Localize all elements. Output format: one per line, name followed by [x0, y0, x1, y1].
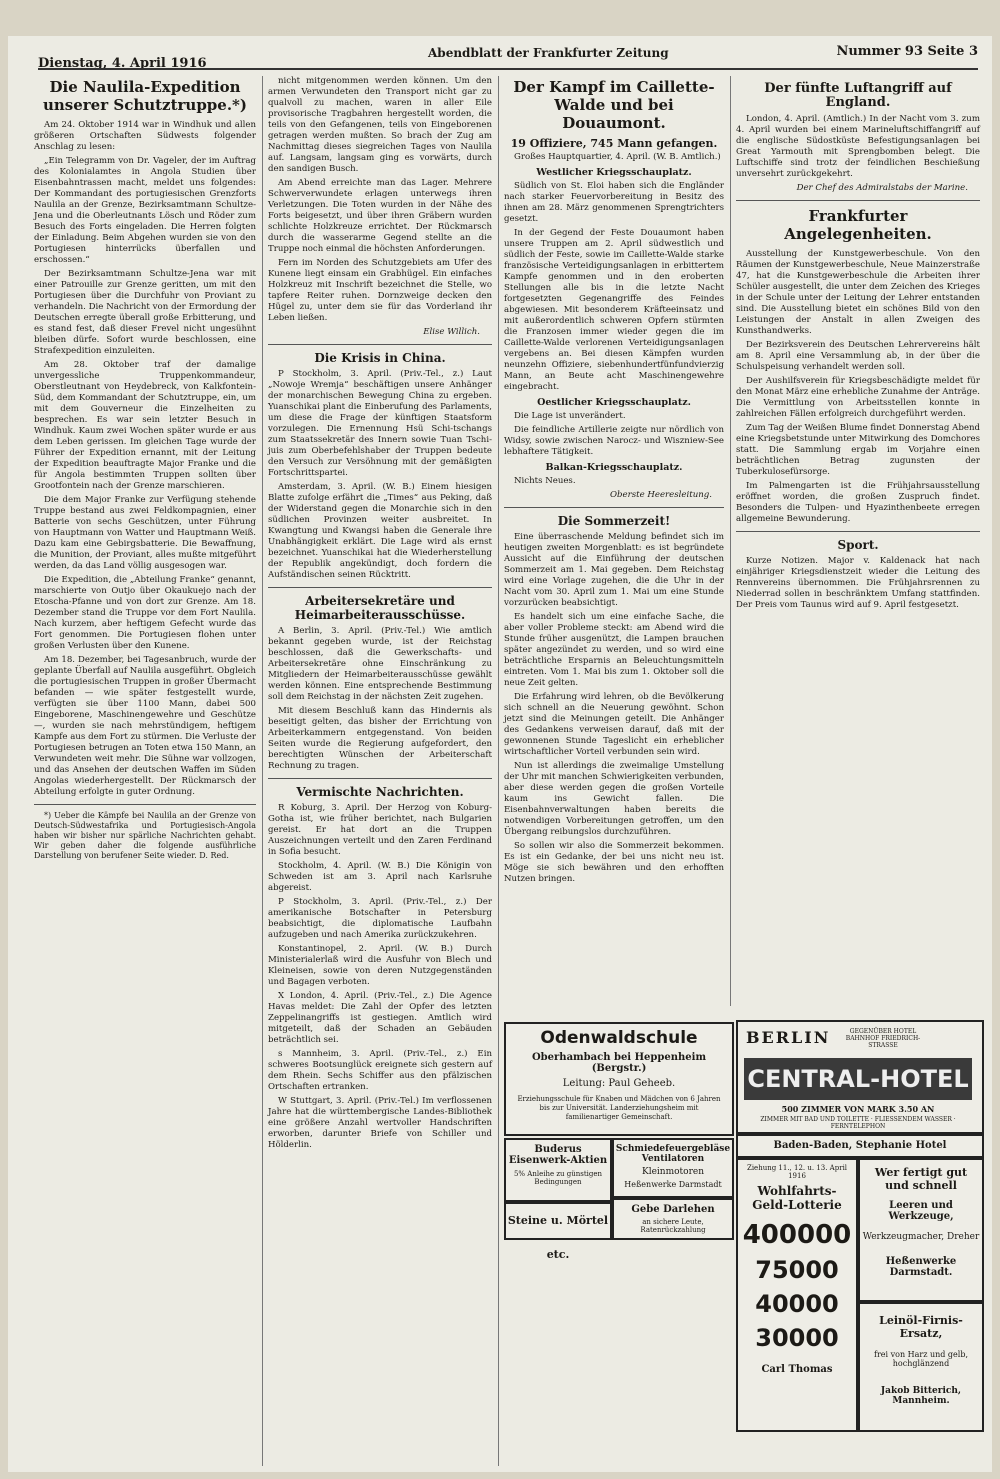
paragraph: R Koburg, 3. April. Der Herzog von Koburg-Gotha ist, wie früher berichtet, nach Bulgarien gereist. Er hat dort an die Truppen Auszeichnungen verteilt und den Zaren Ferdinand in Sofia besucht.	[268, 803, 492, 857]
header-paper-name: Abendblatt der Frankfurter Zeitung	[428, 46, 669, 60]
hotel-city: BERLIN	[746, 1028, 831, 1047]
tools-line-4: Heßenwerke Darmstadt.	[885, 1256, 957, 1278]
paragraph: Kurze Notizen. Major v. Kaldenack hat nach einjähriger Kriegsdienstzeit wieder die Leitung des Rennvereins übernommen. Die Frühjahrsrennen zu Niederrad sollen in beschränktem Umfang stattfinden. Der Preis vom Taunus wird auf 9. April festgesetzt.	[736, 556, 980, 610]
heading-west: Westlicher Kriegsschauplatz.	[536, 167, 692, 178]
heading-balkan: Balkan-Kriegsschauplatz.	[545, 462, 683, 473]
ad-central-hotel	[736, 1020, 984, 1134]
paragraph: London, 4. April. (Amtlich.) In der Nacht vom 3. zum 4. April wurden bei einem Marineluftschiffangriff auf die englische Südostküste Befestigungsanlagen bei Great Yarmouth mit Sprengbomben belegt. Die Luftschiffe sind trotz der feindlichen Beschießung unversehrt zurückgekehrt.	[736, 114, 980, 179]
paragraph: P Stockholm, 3. April. (Priv.-Tel., z.) Der amerikanische Botschafter in Petersburg beabsichtigt, die diplomatische Laufbahn aufzugeben und nach Amerika zurückzukehren.	[268, 897, 492, 940]
schmiede-firm: Heßenwerke Darmstadt	[624, 1180, 722, 1189]
section-rule	[736, 200, 980, 201]
paragraph: Die Expedition, die „Abteilung Franke“ genannt, marschierte von Outjo über Okaukuejo nach der Etoscha-Pfanne und von dort zur Grenze. Am 18. Dezember stand die Truppe vor dem Fort Naulila. Nach kurzem, aber heftigem Gefecht wurde das Fort genommen. Die Portugiesen flohen unter großen Verlusten über den Kunene.	[34, 575, 256, 651]
lottery-title: Wohlfahrts-Geld-Lotterie	[752, 1184, 842, 1212]
header-page-number: Nummer 93 Seite 3	[836, 44, 978, 59]
running-header	[8, 36, 992, 70]
footnote-rule	[34, 804, 256, 805]
report-signature: Der Chef des Admiralstabs der Marine.	[796, 183, 968, 193]
column-rule	[730, 76, 731, 1006]
paragraph: X London, 4. April. (Priv.-Tel., z.) Die Agence Havas meldet: Die Zahl der Opfer des letzten Zeppelinangriffs ist gestiegen. Amtlich wird mitgeteilt, daß der Schaden an Gebäuden beträchtlich sei.	[268, 991, 492, 1045]
paragraph: s Mannheim, 3. April. (Priv.-Tel., z.) Ein schweres Bootsunglück ereignete sich gestern auf dem Rhein. Sechs Schiffer aus den pfälzischen Ortschaften ertranken.	[268, 1049, 492, 1092]
lottery-prize-2: 75000	[755, 1256, 839, 1284]
paragraph: W Stuttgart, 3. April. (Priv.-Tel.) Im verflossenen Jahre hat die württembergische Landes-Bibliothek eine größere Anzahl wertvoller Handschriften erworben, darunter Briefe von Schiller und Hölderlin.	[268, 1096, 492, 1150]
paragraph: P Stockholm, 3. April. (Priv.-Tel., z.) Laut „Nowoje Wremja“ beschäftigen unsere Anhänger der monarchischen Bewegung China zu ergeben. Yuanschikai plant die Einberufung des Parlaments, um diese die Frage der künftigen Staatsform vorzulegen. Die Ernennung Hsü Schi-tschangs zum Staatssekretär des Innern sowie Tuan Tschi-juis zum Oberbefehlshaber der Truppen bedeute den Versuch zur Versöhnung mit der gemäßigten Fortschrittspartei.	[268, 369, 492, 478]
paragraph: Die dem Major Franke zur Verfügung stehende Truppe bestand aus zwei Feldkompagnien, einer Batterie von sechs Geschützen, unter Führung von Hauptmann von Watter und Hauptmann Weiß. Dazu kam eine Gebirgsbatterie. Die Bewaffnung, die Munition, der Proviant, alles mußte mitgeführt werden, da das Land völlig ausgesogen war.	[34, 495, 256, 571]
column-naulila	[34, 76, 256, 1466]
section-rule	[736, 531, 980, 532]
leinoel-title: Leinöl-Firnis-Ersatz,	[879, 1314, 963, 1340]
footnote: *) Ueber die Kämpfe bei Naulila an der Grenze von Deutsch-Südwestafrika und Portugiesisch-Angola haben wir bisher nur spärliche Nachrichten gehabt. Wir geben daher die folgende ausführliche Darstellung von berufener Seite wieder. D. Red.	[34, 811, 256, 860]
paragraph: A Berlin, 3. April. (Priv.-Tel.) Wie amtlich bekannt gegeben wurde, ist der Reichstag beschlossen, daß die Gewerkschafts- und Arbeitersekretäre ohne Einschränkung zu Mitgliedern der Heimarbeiterausschüsse gewählt werden können. Eine entsprechende Bestimmung soll dem Reichstag in der nächsten Zeit zugehen.	[268, 626, 492, 702]
school-text: Erziehungsschule für Knaben und Mädchen von 6 Jahren bis zur Universität. Landerziehungsheim mit familienartiger Gemeinschaft.	[517, 1095, 721, 1121]
paragraph: Südlich von St. Eloi haben sich die Engländer nach starker Feuervorbereitung in Besitz des ihnen am 28. März genommenen Sprengtrichters gesetzt.	[504, 181, 724, 224]
darlehen-title: Gebe Darlehen	[631, 1204, 715, 1215]
ad-werkzeuge	[858, 1158, 984, 1302]
section-title-vermischtes: Vermischte Nachrichten.	[296, 785, 464, 799]
article-title: Der fünfte Luftangriff auf England.	[764, 81, 952, 110]
paragraph: Der Bezirksamtmann Schultze-Jena war mit einer Patrouille zur Grenze geritten, um mit den Portugiesen über die Durchfuhr von Proviant zu verhandeln. Die Nachricht von der Ermordung der Deutschen erregte überall große Erbitterung, und es stand fest, daß dieser Frevel nicht ungesühnt bleiben dürfe. Sofort wurde beschlossen, eine Strafexpedition einzuleiten.	[34, 269, 256, 356]
leinoel-firm: Jakob Bitterich, Mannheim.	[880, 1386, 962, 1406]
section-title-arbeitersekretaere: Arbeitersekretäre und Heimarbeiterausschüsse.	[294, 594, 466, 622]
section-title-sport: Sport.	[837, 538, 879, 552]
paragraph: Zum Tag der Weißen Blume findet Donnerstag Abend eine Kriegsbetstunde unter Mitwirkung des Domchores statt. Die Sammlung ergab im Vorjahre einen beträchtlichen Betrag zugunsten der Tuberkulosefürsorge.	[736, 423, 980, 477]
paragraph: Der Bezirksverein des Deutschen Lehrervereins hält am 8. April eine Versammlung ab, in der über die Schulspeisung verhandelt werden soll.	[736, 340, 980, 372]
section-title-sommerzeit: Die Sommerzeit!	[557, 514, 671, 528]
column-news	[268, 76, 492, 1466]
paragraph: Ausstellung der Kunstgewerbeschule. Von den Räumen der Kunstgewerbeschule, Neue Mainzerstraße 47, hat die Kunstgewerbeschule die Arbeiten ihrer Schüler ausgestellt, die unter dem Zeichen des Krieges in der Schule unter der Leitung der Lehrer entstanden sind. Die Ausstellung bietet ein schönes Bild von den Leistungen der Anstalt in allen Zweigen des Kunsthandwerks.	[736, 249, 980, 336]
ad-steine-moertel: Steine u. Mörtel etc.	[504, 1202, 612, 1240]
tools-line-2: Leeren und Werkzeuge,	[888, 1200, 954, 1222]
ad-leinoel	[858, 1302, 984, 1432]
column-war-report	[504, 76, 724, 1021]
lottery-seller: Carl Thomas	[761, 1364, 833, 1375]
paragraph: Fern im Norden des Schutzgebiets am Ufer des Kunene liegt einsam ein Grabhügel. Ein einfaches Holzkreuz mit Inschrift bezeichnet die Stelle, wo tapfere Reiter ruhen. Dornzweige decken den Hügel zu, unter dem sie für das Vorderland ihr Leben ließen.	[268, 258, 492, 323]
buderus-title: Buderus Eisenwerk-Aktien	[508, 1144, 608, 1166]
paragraph: Am 18. Dezember, bei Tagesanbruch, wurde der geplante Überfall auf Naulila ausgeführt. Obgleich die portugiesischen Truppen in großer Übermacht befanden — wie später festgestellt wurde, verfügten sie über 1100 Mann, dabei 500 Eingeborene, Maschinengewehre und Geschütze —, wurden sie nach mehrstündigem, heftigem Kampfe aus dem Fort zu stürmen. Die Verluste der Portugiesen betrugen an Toten etwa 150 Mann, an Verwundeten weit mehr. Die Sühne war vollzogen, und das Ansehen der deutschen Waffen im Süden Angolas wiederhergestellt. Der Rückmarsch der Abteilung erfolgte in guter Ordnung.	[34, 655, 256, 797]
paragraph: Am 24. Oktober 1914 war in Windhuk und allen größeren Ortschaften Südwests folgender Anschlag zu lesen:	[34, 120, 256, 152]
column-rule	[498, 76, 499, 1466]
dateline: Großes Hauptquartier, 4. April. (W. B. Amtlich.)	[514, 152, 721, 162]
hotel-amenities: ZIMMER MIT BAD UND TOILETTE · FLIESSENDEM WASSER · FERNTELEPHON	[760, 1116, 956, 1130]
school-name: Odenwaldschule	[540, 1028, 698, 1048]
article-title: Der Kampf im Caillette-Walde und bei Douaumont.	[513, 78, 715, 132]
section-rule	[268, 587, 492, 588]
paragraph: Am Abend erreichte man das Lager. Mehrere Schwerverwundete erlagen unterwegs ihren Verletzungen. Die Toten wurden in der Nähe des Forts beigesetzt, und über ihren Gräbern wurden schlichte Holzkreuze errichtet. Der Rückmarsch durch die wasserarme Gegend stellte an die Truppe noch einmal die höchsten Anforderungen.	[268, 178, 492, 254]
column-local	[736, 76, 980, 786]
paragraph: Konstantinopel, 2. April. (W. B.) Durch Ministerialerlaß wird die Ausfuhr von Blech und Kleineisen, sowie von deren Nutzgegenständen und Bagagen verboten.	[268, 944, 492, 987]
section-rule	[268, 344, 492, 345]
paragraph: Nun ist allerdings die zweimalige Umstellung der Uhr mit manchen Schwierigkeiten verbunden, aber diese werden gegen die großen Vorteile kaum ins Gewicht fallen. Die Eisenbahnverwaltungen haben bereits die notwendigen Vorbereitungen getroffen, um den Übergang reibungslos durchzuführen.	[504, 761, 724, 837]
paragraph: Im Palmengarten ist die Frühjahrsausstellung eröffnet worden, die großen Zuspruch findet. Besonders die Tulpen- und Hyazinthenbeete erregen allgemeine Bewunderung.	[736, 481, 980, 524]
paragraph: Mit diesem Beschluß kann das Hindernis als beseitigt gelten, das bisher der Errichtung von Arbeiterkammern entgegenstand. Von beiden Seiten wurde die Regierung aufgefordert, den berechtigten Wünschen der Arbeiterschaft Rechnung zu tragen.	[268, 706, 492, 771]
school-lead: Leitung: Paul Geheeb.	[562, 1078, 676, 1089]
leinoel-text: frei von Harz und gelb, hochglänzend	[873, 1350, 969, 1368]
column-rule	[262, 76, 263, 1466]
ad-schmiedefeuer	[612, 1138, 734, 1198]
ad-geld-lotterie	[736, 1158, 858, 1432]
paragraph: Eine überraschende Meldung befindet sich im heutigen zweiten Morgenblatt: es ist begründete Aussicht auf die Einführung der deutschen Sommerzeit am 1. Mai gegeben. Dem Reichstag wird eine Vorlage zugehen, die die Uhr in der Nacht vom 30. April zum 1. Mai um eine Stunde vorzurücken beabsichtigt.	[504, 532, 724, 608]
buderus-text: 5% Anleihe zu günstigen Bedingungen	[513, 1170, 603, 1186]
schmiede-title: Schmiedefeuergebläse Ventilatoren	[615, 1144, 731, 1164]
section-rule	[268, 778, 492, 779]
paragraph: „Ein Telegramm von Dr. Vageler, der im Auftrag des Kolonialamtes in Angola Studien über Eisenbahntrassen macht, meldet uns folgendes: Der Kommandant des portugiesischen Grenzforts Naulila an der Grenze, Bezirksamtmann Schultze-Jena und die Oberleutnants Lösch und Röder zum Besuch des Forts eingeladen. Die Herren folgten der Einladung. Beim Abgehen wurden sie von den Portugiesen hinterrücks überfallen und erschossen.“	[34, 156, 256, 265]
lottery-prize-1: 400000	[742, 1220, 852, 1250]
lottery-prize-4: 30000	[755, 1324, 839, 1352]
paragraph: Die feindliche Artillerie zeigte nur nördlich von Widsy, sowie zwischen Narocz- und Wiszniew-See lebhaftere Tätigkeit.	[504, 425, 724, 457]
tools-line-1: Wer fertigt gut und schnell	[874, 1166, 968, 1192]
author-signature: Elise Willich.	[423, 327, 480, 337]
paragraph: Amsterdam, 3. April. (W. B.) Einem hiesigen Blatte zufolge erfährt die „Times“ aus Peking, daß der Widerstand gegen die Monarchie sich in den südlichen Provinzen weiter ausbreitet. In Kwangtung und Kwangsi haben die Generale ihre Unabhängigkeit erklärt. Die Lage wird als ernst bezeichnet. Yuanschikai hat die Wiederherstellung der Republik angekündigt, doch fordern die Aufständischen seinen Rücktritt.	[268, 482, 492, 580]
paragraph: So sollen wir also die Sommerzeit bekommen. Es ist ein Gedanke, der bei uns nicht neu ist. Möge sie sich bewähren und den erhofften Nutzen bringen.	[504, 841, 724, 884]
section-title-china: Die Krisis in China.	[314, 351, 446, 365]
ad-darlehen	[612, 1198, 734, 1240]
lottery-date: Ziehung 11., 12. u. 13. April 1916	[746, 1164, 848, 1180]
paragraph: nicht mitgenommen werden können. Um den armen Verwundeten den Transport nicht gar zu qualvoll zu machen, waren in aller Eile provisorische Tragbahren hergestellt worden, die teils von den Gefangenen, teils von Eingeborenen getragen werden mußten. So brach der Zug am Nachmittag dieses siegreichen Tages von Naulila auf. Langsam, langsam ging es vorwärts, durch den sandigen Busch.	[268, 76, 492, 174]
paragraph: Der Aushilfsverein für Kriegsbeschädigte meldet für den Monat März eine erhebliche Zunahme der Anträge. Die Vermittlung von Arbeitsstellen konnte in zahlreichen Fällen erfolgreich durchgeführt werden.	[736, 376, 980, 419]
heading-east: Oestlicher Kriegsschauplatz.	[537, 397, 691, 408]
section-title-frankfurt: Frankfurter Angelegenheiten.	[784, 207, 932, 243]
darlehen-text: an sichere Leute, Ratenrückzahlung	[640, 1218, 706, 1234]
hotel-location: GEGENÜBER HOTEL BAHNHOF FRIEDRICH-STRASSE	[845, 1028, 921, 1049]
paragraph: In der Gegend der Feste Douaumont haben unsere Truppen am 2. April südwestlich und südlich der Feste, sowie im Caillette-Walde starke französische Verteidigungsanlagen in erbittertem Kampfe genommen und in den eroberten Stellungen alle bis in die letzte Nacht fortgesetzten Gegenangriffe des Feindes abgewiesen. Mit besonderem Kräfteeinsatz und mit außerordentlich schweren Opfern stürmten die Franzosen immer wieder gegen die im Caillette-Walde verlorenen Verteidigungsanlagen vergebens an. Bei diesen Kämpfen wurden neunzehn Offiziere, siebenhundertfünfundvierzig Mann, an Beute acht Maschinengewehre eingebracht.	[504, 228, 724, 392]
article-subtitle: 19 Offiziere, 745 Mann gefangen.	[510, 137, 718, 150]
ad-odenwaldschule	[504, 1022, 734, 1136]
hotel-name: CENTRAL-HOTEL	[744, 1058, 972, 1100]
lottery-prize-3: 40000	[755, 1290, 839, 1318]
hotel-rooms: 500 ZIMMER VON MARK 3.50 AN	[781, 1104, 935, 1114]
paragraph: Es handelt sich um eine einfache Sache, die aber voller Probleme steckt: am Abend wird die Stunde früher ausgenützt, die Lampen brauchen später angezündet zu werden, und so wird eine beträchtliche Ersparnis an Beleuchtungsmitteln eintreten. Vom 1. Mai bis zum 1. Oktober soll die neue Zeit gelten.	[504, 612, 724, 688]
article-title: Die Naulila-Expedition unserer Schutztruppe.*)	[42, 78, 248, 114]
paragraph: Am 28. Oktober traf der damalige unvergessliche Truppenkommandeur, Oberstleutnant von Heydebreck, von Kalkfontein-Süd, dem Kommandant der Schutztruppe, ein, um mit dem Gouverneur die Einzelheiten zu besprechen. Es war sein letzter Besuch in Windhuk. Kaum zwei Wochen später wurde er aus dem Leben gerissen. Im gleichen Tage wurde der Führer der Expedition ernannt, mit der Leitung der Expedition beauftragte Major Franke und die für Angola bestimmten Truppen sollten über Grootfontein nach der Grenze marschieren.	[34, 360, 256, 491]
school-place: Oberhambach bei Heppenheim (Bergstr.)	[531, 1052, 707, 1074]
header-date: Dienstag, 4. April 1916	[38, 56, 207, 71]
header-rule	[38, 68, 978, 70]
tools-line-3: Werkzeugmacher, Dreher	[862, 1232, 980, 1242]
schmiede-sub: Kleinmotoren	[641, 1167, 704, 1177]
paragraph: Stockholm, 4. April. (W. B.) Die Königin von Schweden ist am 3. April nach Karlsruhe abgereist.	[268, 861, 492, 893]
ad-buderus	[504, 1138, 612, 1202]
paragraph: Nichts Neues.	[514, 476, 576, 486]
ad-stephanie-hotel: Baden-Baden, Stephanie Hotel	[736, 1134, 984, 1158]
report-signature: Oberste Heeresleitung.	[609, 490, 712, 500]
paragraph: Die Erfahrung wird lehren, ob die Bevölkerung sich schnell an die Neuerung gewöhnt. Schon jetzt sind die Meinungen geteilt. Die Anhänger des Gedankens verweisen darauf, daß mit der gewonnenen Stunde Tageslicht ein erheblicher wirtschaftlicher Vorteil verbunden sein wird.	[504, 692, 724, 757]
paragraph: Die Lage ist unverändert.	[514, 411, 626, 421]
section-rule	[504, 507, 724, 508]
